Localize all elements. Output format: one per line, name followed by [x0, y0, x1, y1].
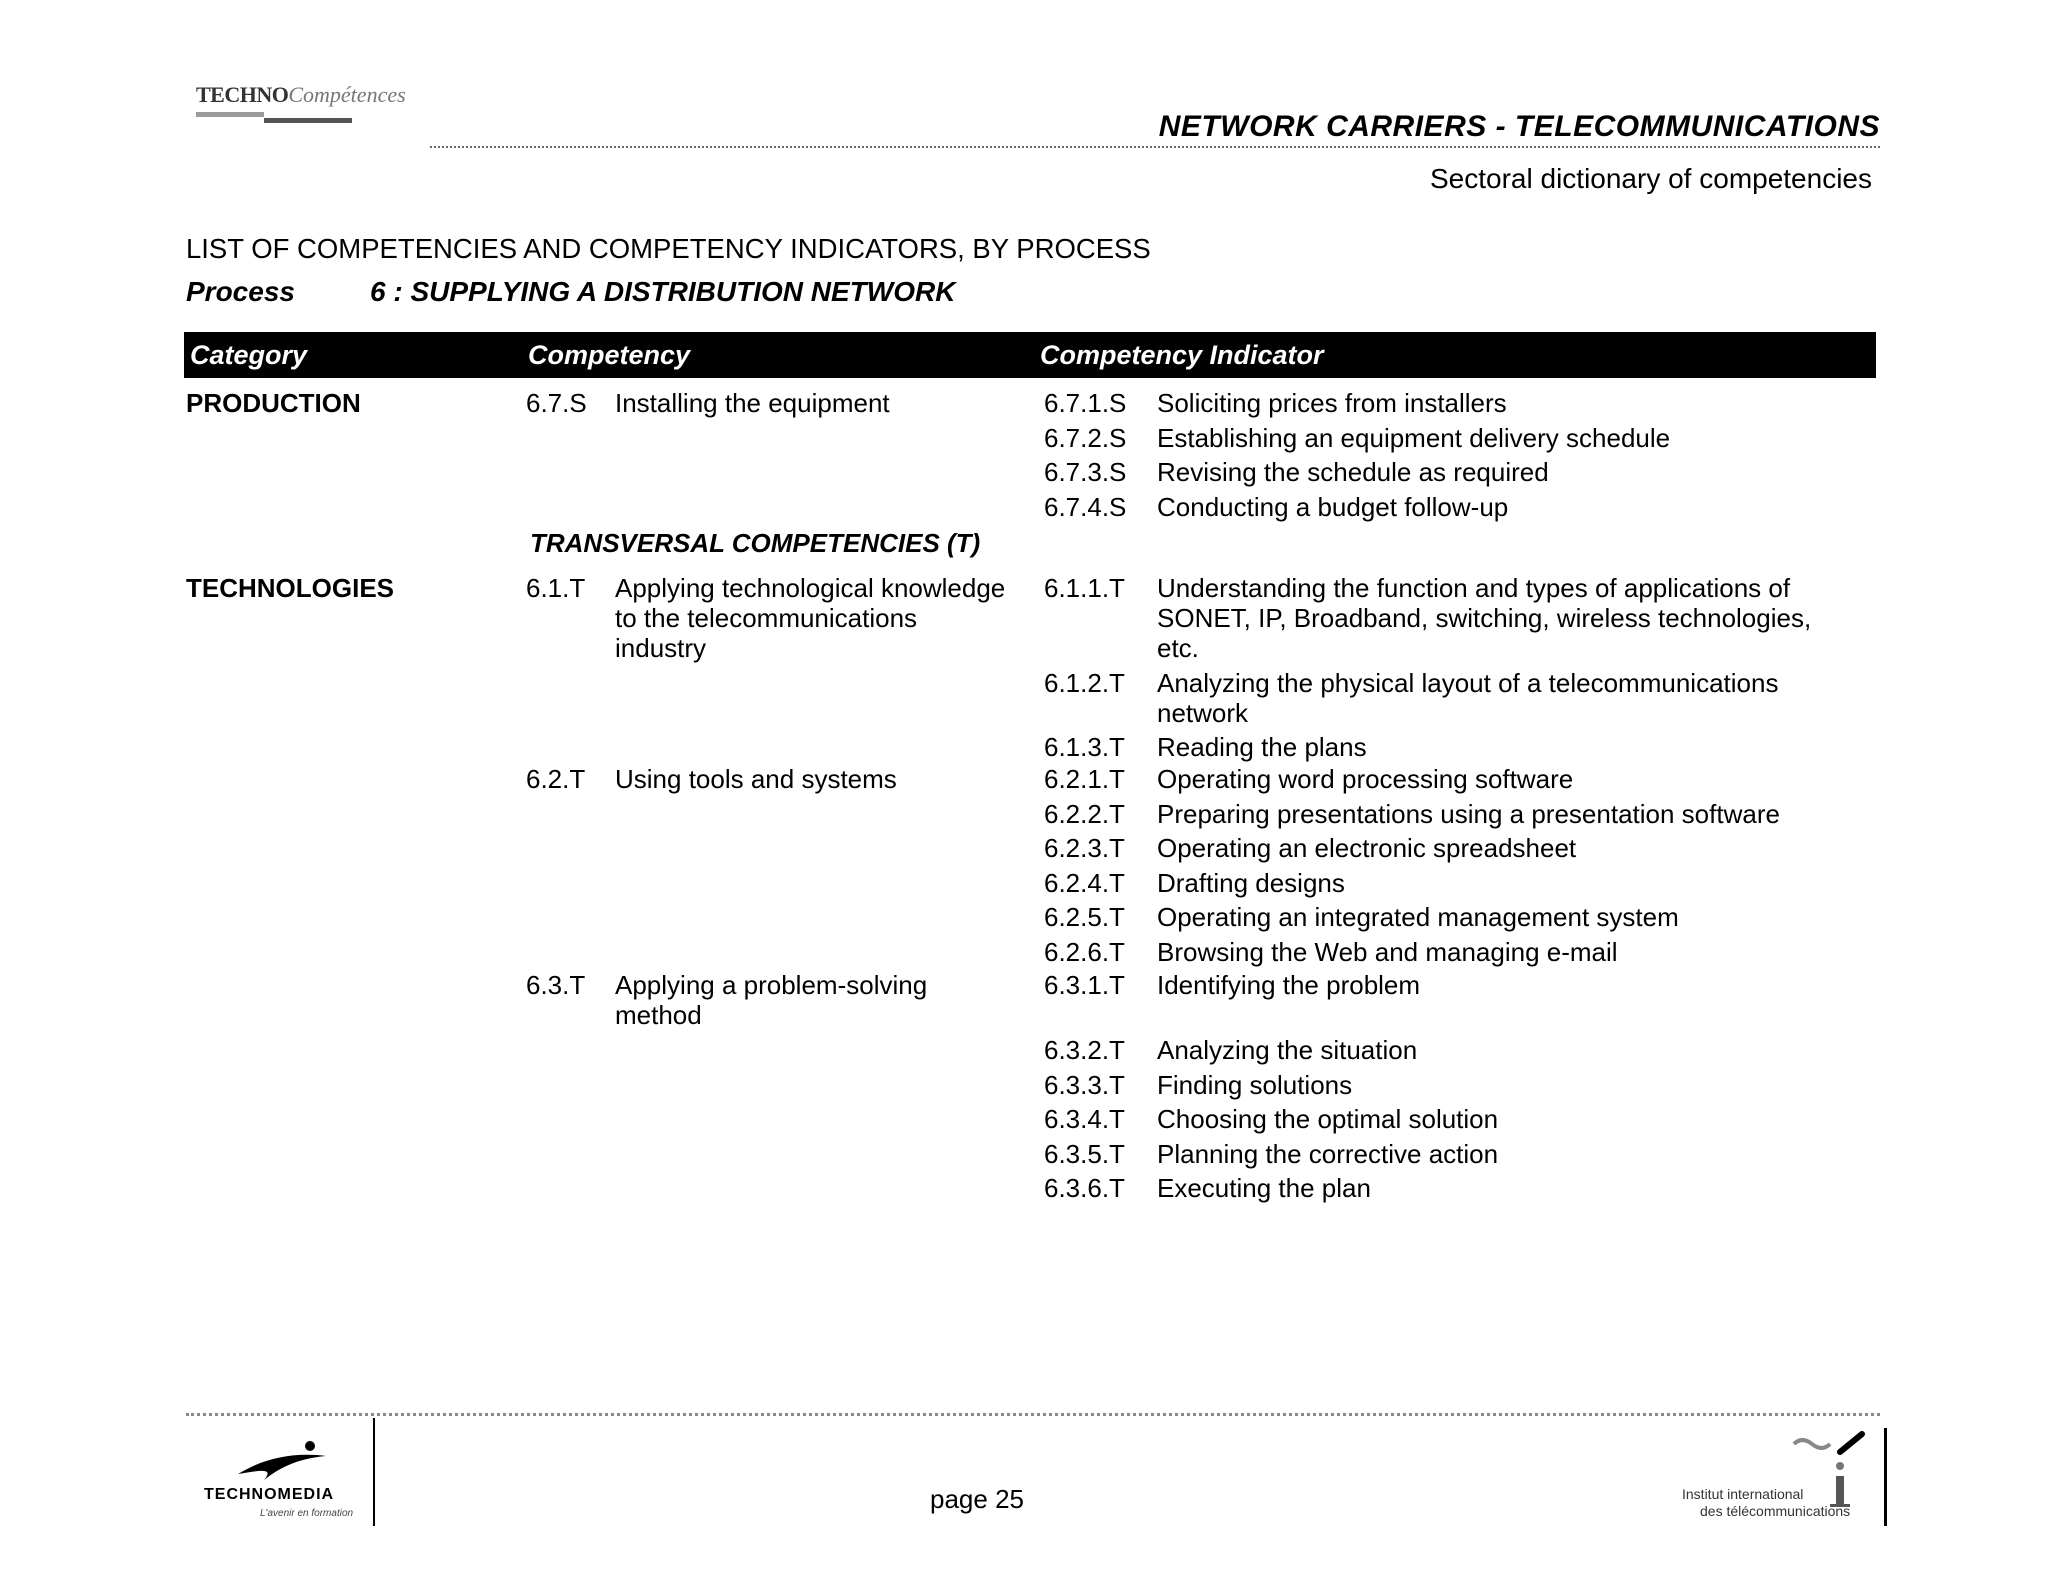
indicator-text: Conducting a budget follow-up — [1157, 491, 1509, 522]
logo-divider — [373, 1418, 375, 1526]
process-heading — [186, 276, 956, 308]
indicator-text: Understanding the function and types of applications of — [1157, 573, 1791, 603]
process-label: Process — [186, 276, 295, 307]
indicator-code: 6.3.3.T — [1044, 1069, 1125, 1100]
competency-code: 6.7.S — [526, 388, 587, 418]
swoosh-icon — [234, 1440, 344, 1486]
competency-name: industry — [615, 633, 707, 663]
indicator-text: Operating word processing software — [1157, 764, 1574, 794]
indicator-text: Identifying the problem — [1157, 970, 1421, 1000]
logo-bar — [196, 112, 264, 117]
indicator-text: SONET, IP, Broadband, switching, wireless technologies, — [1157, 603, 1812, 633]
indicator-code: 6.3.2.T — [1044, 1035, 1125, 1065]
indicator-text: etc. — [1157, 633, 1199, 663]
indicator-code: 6.1.2.T — [1044, 667, 1125, 698]
indicator-code: 6.7.4.S — [1044, 491, 1127, 522]
competency-code: 6.1.T — [526, 573, 586, 603]
footer-divider — [186, 1413, 1880, 1416]
indicator-text: Executing the plan — [1157, 1173, 1371, 1203]
indicator-text: Analyzing the situation — [1157, 1035, 1418, 1065]
indicator-code: 6.2.5.T — [1044, 902, 1125, 932]
indicator-code: 6.2.1.T — [1044, 764, 1125, 794]
competency-code: 6.2.T — [526, 764, 586, 794]
iit-logo — [1680, 1430, 1880, 1530]
competency-name: method — [615, 1000, 702, 1030]
indicator-text: Soliciting prices from installers — [1157, 388, 1507, 418]
category-production: PRODUCTION — [186, 388, 361, 418]
technocompetences-logo — [196, 82, 406, 132]
column-header-category: Category — [190, 340, 308, 370]
logo-suffix: Compétences — [288, 82, 406, 107]
document-subtitle: Sectoral dictionary of competencies — [1430, 163, 1872, 194]
indicator-code: 6.7.2.S — [1044, 422, 1127, 453]
technomedia-name: TECHNOMEDIA — [204, 1486, 335, 1503]
indicator-text: Revising the schedule as required — [1157, 457, 1549, 487]
page-number: page 25 — [930, 1484, 1024, 1514]
category-technologies: TECHNOLOGIES — [186, 573, 395, 603]
indicator-code: 6.2.6.T — [1044, 936, 1125, 967]
document-title: NETWORK CARRIERS - TELECOMMUNICATIONS — [1158, 110, 1880, 143]
indicator-text: Drafting designs — [1157, 867, 1345, 898]
indicator-code: 6.2.2.T — [1044, 798, 1125, 829]
list-heading: LIST OF COMPETENCIES AND COMPETENCY INDICATORS, BY PROCESS — [186, 233, 1151, 264]
indicator-code: 6.3.1.T — [1044, 970, 1125, 1000]
indicator-code: 6.3.4.T — [1044, 1104, 1125, 1134]
indicator-code: 6.3.6.T — [1044, 1173, 1125, 1203]
technomedia-logo — [200, 1432, 380, 1522]
indicator-code: 6.1.1.T — [1044, 573, 1125, 603]
competency-name: Applying technological knowledge — [615, 573, 1006, 603]
iit-line-1: Institut international — [1682, 1486, 1804, 1502]
indicator-text: Analyzing the physical layout of a telecommunications — [1157, 667, 1779, 698]
indicator-text: Planning the corrective action — [1157, 1138, 1499, 1169]
indicator-code: 6.7.1.S — [1044, 388, 1127, 418]
indicator-code: 6.7.3.S — [1044, 457, 1127, 487]
indicator-code: 6.2.4.T — [1044, 867, 1125, 898]
indicator-text: Operating an electronic spreadsheet — [1157, 833, 1577, 863]
column-header-competency: Competency — [528, 340, 691, 370]
competency-code: 6.3.T — [526, 970, 586, 1000]
iit-line-2: des télécommunications — [1700, 1503, 1851, 1519]
technomedia-tagline: L'avenir en formation — [260, 1508, 354, 1519]
indicator-text: Finding solutions — [1157, 1069, 1353, 1100]
transversal-heading: TRANSVERSAL COMPETENCIES (T) — [530, 528, 981, 558]
indicator-text: Operating an integrated management system — [1157, 902, 1679, 932]
indicator-code: 6.2.3.T — [1044, 833, 1125, 863]
column-header-indicator: Competency Indicator — [1040, 340, 1324, 370]
indicator-code: 6.3.5.T — [1044, 1138, 1125, 1169]
indicator-text: Preparing presentations using a presentation software — [1157, 798, 1780, 829]
indicator-text: Choosing the optimal solution — [1157, 1104, 1499, 1134]
competency-name: Applying a problem-solving — [615, 970, 928, 1000]
indicator-text: Reading the plans — [1157, 732, 1367, 762]
process-number: 6 : SUPPLYING A DISTRIBUTION NETWORK — [370, 276, 956, 307]
competency-name: to the telecommunications — [615, 603, 918, 633]
header-divider — [430, 146, 1880, 148]
indicator-text: Browsing the Web and managing e-mail — [1157, 936, 1618, 967]
indicator-text: Establishing an equipment delivery schedule — [1157, 422, 1671, 453]
competency-name: Using tools and systems — [615, 764, 897, 794]
indicator-text: network — [1157, 697, 1249, 728]
table-header — [184, 332, 1876, 378]
logo-brand: TECHNO — [196, 82, 289, 107]
competency-name: Installing the equipment — [615, 388, 890, 418]
indicator-code: 6.1.3.T — [1044, 732, 1125, 762]
logo-divider — [1884, 1428, 1887, 1526]
logo-bar — [264, 118, 352, 123]
